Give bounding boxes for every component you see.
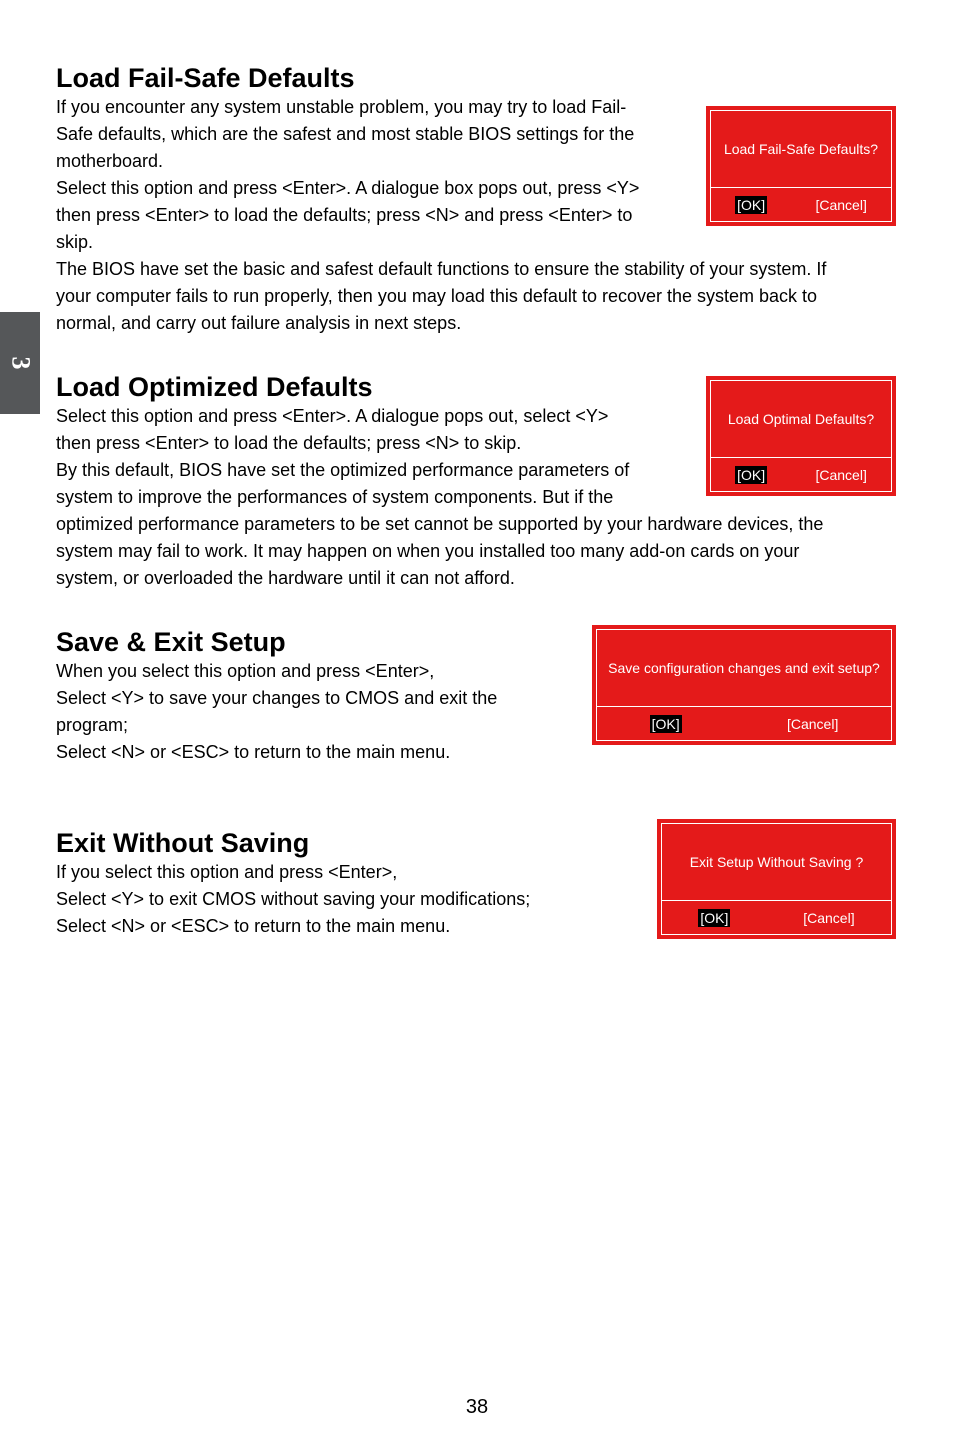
text-line: Select <Y> to save your changes to CMOS and exit the <box>56 688 498 708</box>
text-line: Select <N> or <ESC> to return to the main menu. <box>56 742 451 762</box>
cancel-button[interactable]: [Cancel] <box>815 466 867 483</box>
text-line: If you select this option and press <Enter>, <box>56 862 398 882</box>
dialog-load-optimal <box>706 376 896 496</box>
section-title: Load Fail-Safe Defaults <box>56 63 355 93</box>
ok-button[interactable]: [OK] <box>651 715 680 732</box>
section-title: Exit Without Saving <box>56 828 310 858</box>
text-line: your computer fails to run properly, then you may load this default to recover the system back to <box>56 286 818 306</box>
ok-button[interactable]: [OK] <box>700 909 729 926</box>
text-line: Select this option and press <Enter>. A dialogue pops out, select <Y> <box>56 406 609 426</box>
dialog-message: Load Fail-Safe Defaults? <box>711 111 891 188</box>
text-line: If you encounter any system unstable problem, you may try to load Fail- <box>56 97 627 117</box>
text-line: program; <box>56 715 129 735</box>
text-line: motherboard. <box>56 151 164 171</box>
section-body <box>56 859 530 940</box>
text-line: Safe defaults, which are the safest and most stable BIOS settings for the <box>56 124 635 144</box>
cancel-button[interactable]: [Cancel] <box>815 196 867 213</box>
text-line: system, or overloaded the hardware until it can not afford. <box>56 568 515 588</box>
section-exit-without-saving <box>56 827 530 940</box>
text-line: The BIOS have set the basic and safest default functions to ensure the stability of your system. If <box>56 259 827 279</box>
text-line: When you select this option and press <Enter>, <box>56 661 435 681</box>
text-line: then press <Enter> to load the defaults; press <N> to skip. <box>56 433 522 453</box>
text-line: normal, and carry out failure analysis in next steps. <box>56 313 462 333</box>
dialog-save-exit <box>592 625 896 745</box>
section-title: Load Optimized Defaults <box>56 372 373 402</box>
text-line: system to improve the performances of system components. But if the <box>56 487 614 507</box>
cancel-button[interactable]: [Cancel] <box>803 909 855 926</box>
cancel-button[interactable]: [Cancel] <box>786 715 839 732</box>
chapter-tab <box>0 312 40 414</box>
dialog-message: Save configuration changes and exit setup? <box>597 630 891 707</box>
text-line: Select <Y> to exit CMOS without saving your modifications; <box>56 889 531 909</box>
chapter-number: 3 <box>6 356 35 370</box>
dialog-exit-without-saving <box>657 819 896 939</box>
text-line: system may fail to work. It may happen on when you installed too many add-on cards on your <box>56 541 800 561</box>
section-body <box>56 658 497 766</box>
text-line: Select <N> or <ESC> to return to the main menu. <box>56 916 451 936</box>
section-save-exit <box>56 626 497 766</box>
dialog-message: Load Optimal Defaults? <box>711 381 891 458</box>
ok-button[interactable]: [OK] <box>737 466 766 483</box>
text-line: then press <Enter> to load the defaults; press <N> and press <Enter> to <box>56 205 633 225</box>
page-number: 38 <box>465 1396 489 1418</box>
text-line: skip. <box>56 232 94 252</box>
text-line: By this default, BIOS have set the optimized performance parameters of <box>56 460 630 480</box>
ok-button[interactable]: [OK] <box>737 196 766 213</box>
section-title: Save & Exit Setup <box>56 627 286 657</box>
dialog-message: Exit Setup Without Saving ? <box>662 824 891 901</box>
text-line: Select this option and press <Enter>. A dialogue box pops out, press <Y> <box>56 178 640 198</box>
dialog-load-fail-safe <box>706 106 896 226</box>
text-line: optimized performance parameters to be set cannot be supported by your hardware devices, the <box>56 514 824 534</box>
